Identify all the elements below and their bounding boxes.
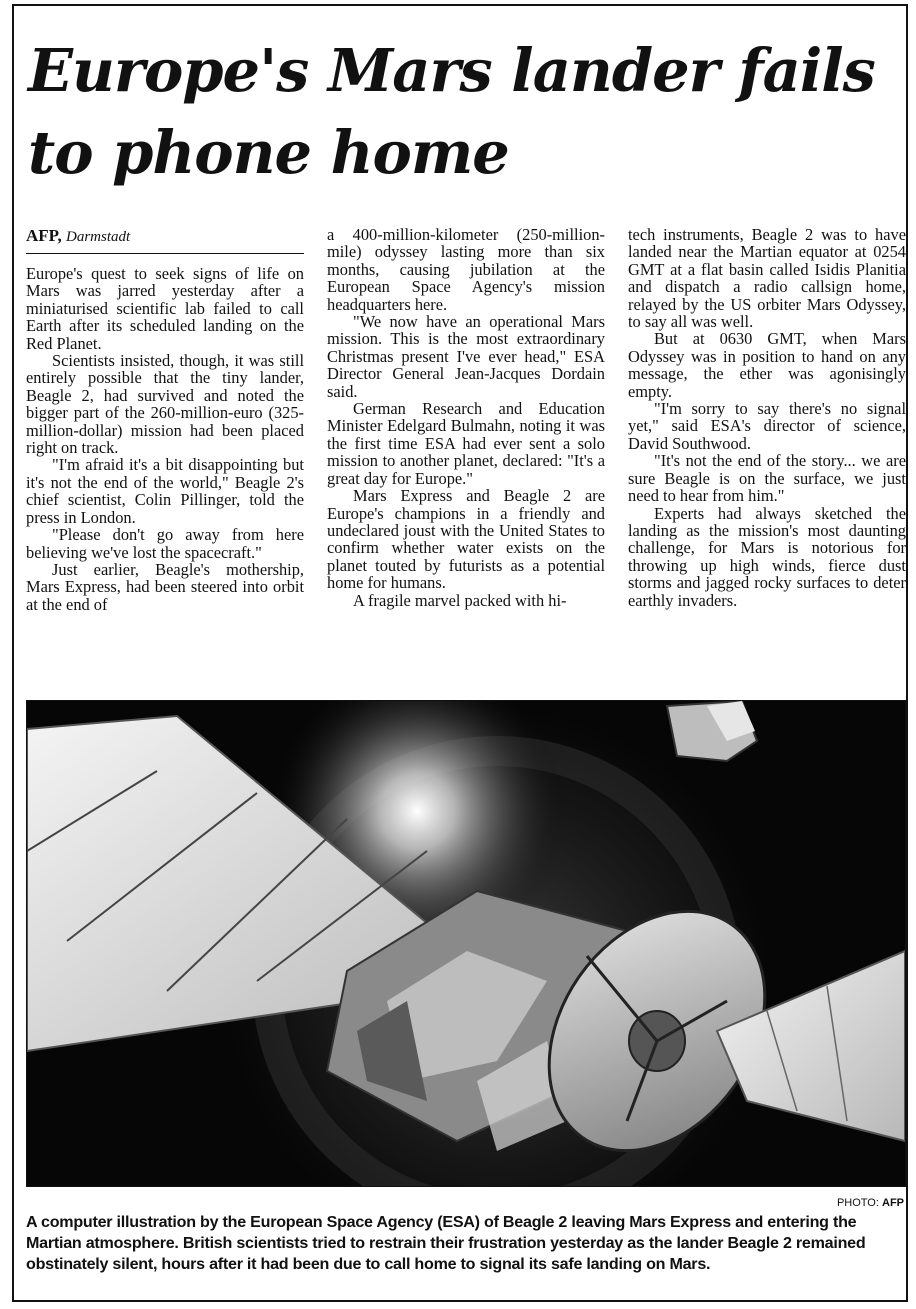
paragraph: Scientists insisted, though, it was still entirely possible that the tiny lander, Beagle 2, had survived and noted the bigger part of the 260-million-euro (325-million-dollar) mission had been placed right on track. — [26, 351, 304, 458]
photo-credit-label: PHOTO: — [836, 1197, 879, 1209]
paragraph: German Research and Education Minister Edelgard Bulmahn, noting it was the first time ESA had ever sent a solo mission to another planet, declared: "It's a great day for Europe." — [327, 399, 605, 488]
spacecraft-illustration — [26, 700, 906, 1187]
article-column-1 — [26, 226, 304, 613]
byline-agency: AFP, — [26, 226, 62, 245]
spacecraft-illustration-drawing — [27, 701, 905, 1186]
paragraph: A fragile marvel packed with hi- — [353, 590, 567, 610]
paragraph: "Please don't go away from here believing we've lost the spacecraft." — [26, 525, 304, 562]
paragraph: Europe's quest to seek signs of life on Mars was jarred yesterday after a miniaturised scientific lab failed to call Earth after its scheduled landing on the Red Planet. — [26, 264, 304, 353]
paragraph: "We now have an operational Mars mission. This is the most extraordinary Christmas present I've ever head," ESA Director General Jean-Jacques Dordain said. — [327, 312, 605, 401]
paragraph: But at 0630 GMT, when Mars Odyssey was in position to hand on any message, the ether was agonisingly empty. — [628, 329, 906, 401]
headline: Europe's Mars lander fails to phone home — [28, 36, 875, 187]
paragraph: Experts had always sketched the landing as the mission's most daunting challenge, for Mars is notorious for throwing up high winds, fierce dust storms and jagged rocky surfaces to deter earthly invaders. — [628, 503, 906, 610]
paragraph: "I'm sorry to say there's no signal yet," said ESA's director of science, David Southwood. — [628, 399, 906, 453]
paragraph: a 400-million-kilometer (250-million-mile) odyssey lasting more than six months, causing jubilation at the European Space Agency's mission headquarters here. — [327, 225, 605, 314]
paragraph: "It's not the end of the story... we are sure Beagle is on the surface, we just need to hear from him." — [628, 451, 906, 506]
paragraph: Mars Express and Beagle 2 are Europe's champions in a friendly and undeclared joust with the United States to confirm whether water exists on the planet touted by futurists as a potential home for humans. — [327, 486, 605, 593]
photo-caption: A computer illustration by the European Space Agency (ESA) of Beagle 2 leaving Mars Express and entering the Martian atmosphere. British scientists tried to restrain their frustration yesterday as the lander Beagle 2 remained obstinately silent, hours after it had been due to call home to signal its safe landing on Mars. — [26, 1213, 866, 1273]
paragraph: Just earlier, Beagle's mothership, Mars Express, had been steered into orbit at the end of — [26, 559, 304, 614]
photo-credit — [837, 1197, 904, 1209]
article-column-2 — [327, 226, 605, 609]
photo-credit-source: AFP — [882, 1197, 904, 1209]
article-column-3 — [628, 226, 906, 609]
paragraph: tech instruments, Beagle 2 was to have landed near the Martian equator at 0254 GMT at a flat basin called Isidis Planitia and dispatch a radio callsign home, relayed by the US orbiter Mars Odyssey, to say all was well. — [628, 225, 906, 332]
byline — [26, 226, 304, 254]
byline-location: Darmstadt — [66, 229, 131, 245]
paragraph: "I'm afraid it's a bit disappointing but it's not the end of the world," Beagle 2's chief scientist, Colin Pillinger, told the press in London. — [26, 455, 304, 527]
